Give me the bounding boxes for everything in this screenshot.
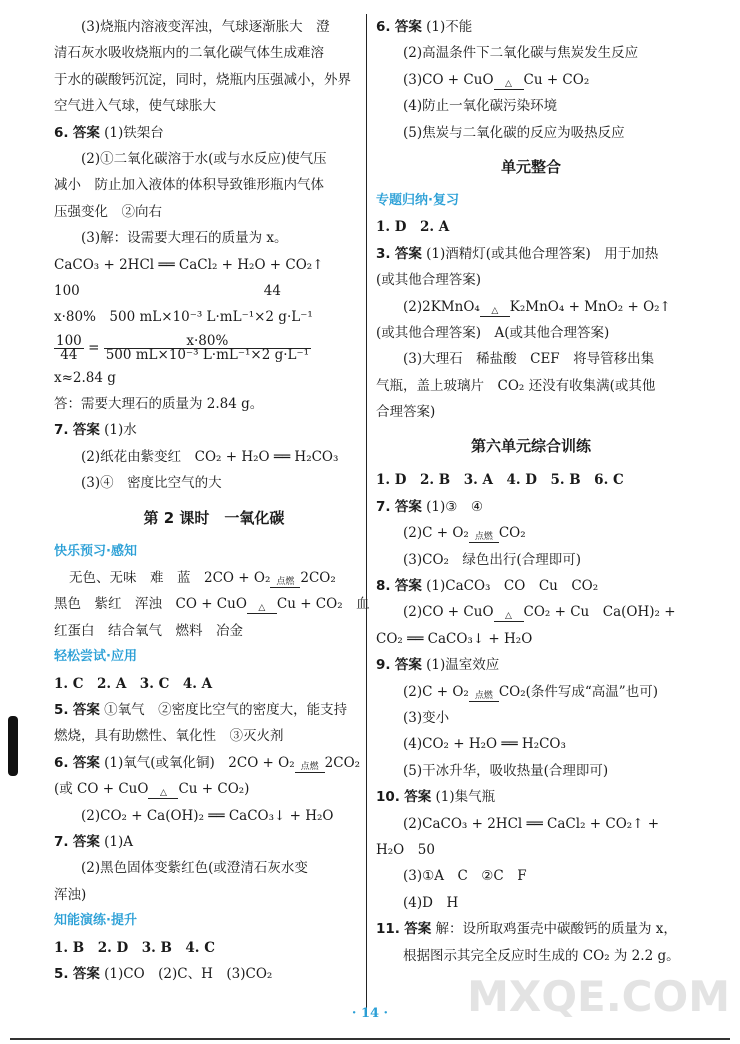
text-line: 浑浊) [54,886,87,903]
unit-title: 单元整合 [500,157,561,176]
condition-mark [480,307,510,317]
answer-label: 答案 [72,833,100,850]
condition-mark [148,789,178,799]
text-line: (2)CO₂ + Ca(OH)₂ ══ CaCO₃↓ + H₂O [81,807,334,824]
text-line: (3)烧瓶内溶液变浑浊，气球逐渐胀大 澄 [81,19,330,35]
answer-line [376,494,686,520]
text-line: (3)④ 密度比空气的大 [81,475,222,492]
fraction [54,332,84,363]
answer-line [54,750,374,776]
question-number: 5. [54,965,69,982]
question-number: 7. [54,422,69,439]
text-line: 合理答案) [376,404,436,421]
condition-mark [469,533,499,543]
text-line: x·80% 500 mL×10⁻³ L·mL⁻¹×2 g·L⁻¹ [54,309,313,326]
text-line: (3)大理石 稀盐酸 CEF 将导管移出集 [403,351,655,368]
question-number: 3. [376,245,391,262]
condition: 点燃 [474,532,493,543]
text-line: x≈2.84 g [54,369,116,386]
text-part: Cu + CO₂) [178,781,250,798]
answer-label: 答案 [72,701,100,718]
equation: CaCO₃ + 2HCl ══ CaCl₂ + H₂O + CO₂↑ [54,256,324,273]
answer-line [54,120,374,146]
text-line: 1. D 2. A [376,219,450,236]
text-line: 清石灰水吸收烧瓶内的二氧化碳气体生成难溶 [54,45,324,62]
section-heading: 专题归纳·复习 [376,192,459,208]
text-line: 答：需要大理石的质量为 2.84 g。 [54,396,264,413]
condition-mark [270,578,300,588]
condition: △ [159,788,167,799]
answer-label: 答案 [394,578,422,595]
watermark: MXQE.COM [467,972,730,1021]
text-line [376,679,686,705]
section-heading: 快乐预习·感知 [54,543,137,559]
text-line [376,599,686,625]
question-number: 7. [54,833,69,850]
condition: △ [491,305,499,316]
mass-value: 100 [54,282,80,299]
denominator: 500 mL×10⁻³ L·mL⁻¹×2 g·L⁻¹ [105,346,310,363]
answer-line [376,573,686,599]
condition-mark [247,604,277,614]
text-line: (3)CO₂ 绿色出行(合理即可) [403,551,581,568]
question-number: 7. [376,498,391,515]
answer-line [54,417,374,443]
text-line: (3)①A C ②C F [403,868,527,885]
text-line [54,591,374,617]
question-number: 8. [376,578,391,595]
page-number: · 14 · [351,1006,389,1021]
condition: 点燃 [474,690,493,701]
text-line: (5)干冰升华，吸收热量(合理即可) [403,762,609,779]
answer-text: (1)水 [104,422,137,439]
answer-label: 答案 [394,19,422,35]
question-number: 9. [376,657,391,674]
question-number: 6. [376,19,391,35]
text-line: 1. B 2. D 3. B 4. C [54,939,215,956]
text-line: (3)解：设需要大理石的质量为 x。 [81,230,288,247]
text-line [376,520,686,546]
text-line: (5)焦炭与二氧化碳的反应为吸热反应 [403,124,625,141]
answer-text: (1)不能 [426,19,473,35]
text-line [376,294,686,320]
text-line: 1. D 2. B 3. A 4. D 5. B 6. C [376,472,624,489]
text-line: (2)纸花由紫变红 CO₂ + H₂O ══ H₂CO₃ [81,448,339,465]
text-part: (2)C + O₂ [403,683,469,700]
numerator: x·80% [104,335,311,349]
text-part: 无色、无味 难 蓝 2CO + O₂ [69,570,271,587]
text-line [54,776,374,802]
text-line: 减小 防止加入液体的体积导致锥形瓶内气体 [54,177,324,194]
question-number: 11. [376,921,400,938]
text-line: 于水的碳酸钙沉淀，同时，烧瓶内压强减小，外界 [54,71,351,88]
answer-line [376,241,686,267]
text-part: 黑色 紫红 浑浊 CO + CuO [54,596,247,613]
text-part: Cu + CO₂ 血 [276,596,370,613]
fraction [104,332,311,363]
answer-text: (1)氧气(或氧化铜) 2CO + O₂ [104,754,295,771]
text-line: 根据图示其完全反应时生成的 CO₂ 为 2.2 g。 [403,947,680,964]
text-line: 1. C 2. A 3. C 4. A [54,675,213,692]
proportion: $\frac{100}{44}$ = $\frac{x\cdot 80\%}{\text{500 mL×10⁻³ L·mL⁻¹×2 g·L⁻¹}}$ [56,332,310,363]
answer-line [376,652,686,678]
text-part: 2CO₂ [324,754,361,771]
text-line: 红蛋白 结合氧气 燃料 冶金 [54,622,243,639]
answer-label: 答案 [72,754,100,771]
section-heading: 轻松尝试·应用 [54,649,137,665]
text-part: (2)CO + CuO [403,604,494,621]
answer-line [54,829,374,855]
text-line: (或其他合理答案) A(或其他合理答案) [376,324,610,341]
bottom-rule [10,1038,730,1040]
question-number: 10. [376,789,400,806]
answer-label: 答案 [72,422,100,439]
unit-title: 第六单元综合训练 [470,437,591,456]
text-line: (2)①二氧化碳溶于水(或与水反应)使气压 [81,150,327,167]
text-line: H₂O 50 [376,841,435,858]
numerator: 100 [56,332,82,349]
answer-text: (1)温室效应 [426,657,500,674]
left-column [54,14,374,987]
answer-label: 答案 [404,921,432,938]
text-line: (2)CaCO₃ + 2HCl ══ CaCl₂ + CO₂↑ + [403,815,660,832]
denominator: 44 [60,346,78,363]
text-line: (3)变小 [403,709,450,726]
text-line: 气瓶，盖上玻璃片 CO₂ 还没有收集满(或其他 [376,377,656,394]
text-line: 压强变化 ②向右 [54,203,162,220]
answer-line [54,961,374,987]
answer-text: (1)酒精灯(或其他合理答案) 用于加热 [426,245,659,262]
question-number: 6. [54,124,69,141]
text-part: (2)C + O₂ [403,525,469,542]
text-part: Cu + CO₂ [523,71,590,88]
answer-line [54,697,374,723]
answer-line [376,784,686,810]
text-part: 2CO₂ [300,570,336,587]
answer-label: 答案 [404,789,432,806]
answer-text: ①氧气 ②密度比空气的密度大，能支持 [104,701,348,718]
text-part: CO₂ + Cu Ca(OH)₂ + [523,604,676,621]
question-number: 5. [54,701,69,718]
equation-masses [54,278,374,304]
answer-label: 答案 [72,124,100,141]
answer-label: 答案 [394,498,422,515]
text-line: (2)黑色固体变紫红色(或澄清石灰水变 [81,860,308,877]
question-number: 6. [54,754,69,771]
answer-label: 答案 [394,245,422,262]
condition: 点燃 [300,761,319,772]
answer-text: (1)CO (2)C、H (3)CO₂ [104,965,273,982]
answer-text: (1)③ ④ [426,498,483,515]
text-line: (2)高温条件下二氧化碳与焦炭发生反应 [403,45,639,62]
section-heading: 知能演练·提升 [54,913,137,929]
answer-text: (1)CaCO₃ CO Cu CO₂ [426,578,599,595]
answer-line [376,14,686,40]
answer-label: 答案 [72,965,100,982]
condition-mark [295,763,325,773]
text-line: CO₂ ══ CaCO₃↓ + H₂O [376,630,533,647]
text-line: (4)CO₂ + H₂O ══ H₂CO₃ [403,736,566,753]
text-line: (4)D H [403,894,459,911]
text-part: (或 CO + CuO [54,781,149,798]
answer-text: 解：设所取鸡蛋壳中碳酸钙的质量为 x， [435,921,677,938]
text-part: (2)2KMnO₄ [403,298,480,315]
text-line: (4)防止一氧化碳污染环境 [403,98,558,115]
text-part: CO₂(条件写成“高温”也可) [498,683,658,700]
condition-mark [469,692,499,702]
lesson-title: 第 2 课时 一氧化碳 [143,508,285,527]
ink-mark [8,716,18,776]
text-line [54,565,374,591]
condition: 点燃 [276,577,295,588]
condition-mark [494,612,524,622]
condition-mark [494,80,524,90]
text-part: K₂MnO₄ + MnO₂ + O₂↑ [509,298,671,315]
answer-label: 答案 [394,657,422,674]
text-part: (3)CO + CuO [403,71,494,88]
text-line [376,67,686,93]
answer-text: (1)A [104,833,133,850]
answer-line [376,916,686,942]
condition: △ [258,603,266,614]
mass-value: 44 [263,282,281,299]
right-column [376,14,686,969]
text-part: CO₂ [498,525,526,542]
text-line: (或其他合理答案) [376,272,482,289]
text-line: 燃烧，具有助燃性、氧化性 ③灭火剂 [54,728,284,745]
condition: △ [505,611,512,622]
answer-text: (1)铁架台 [104,124,164,141]
condition: △ [505,78,512,89]
text-line: 空气进入气球，使气球胀大 [54,98,216,115]
answer-text: (1)集气瓶 [435,789,496,806]
